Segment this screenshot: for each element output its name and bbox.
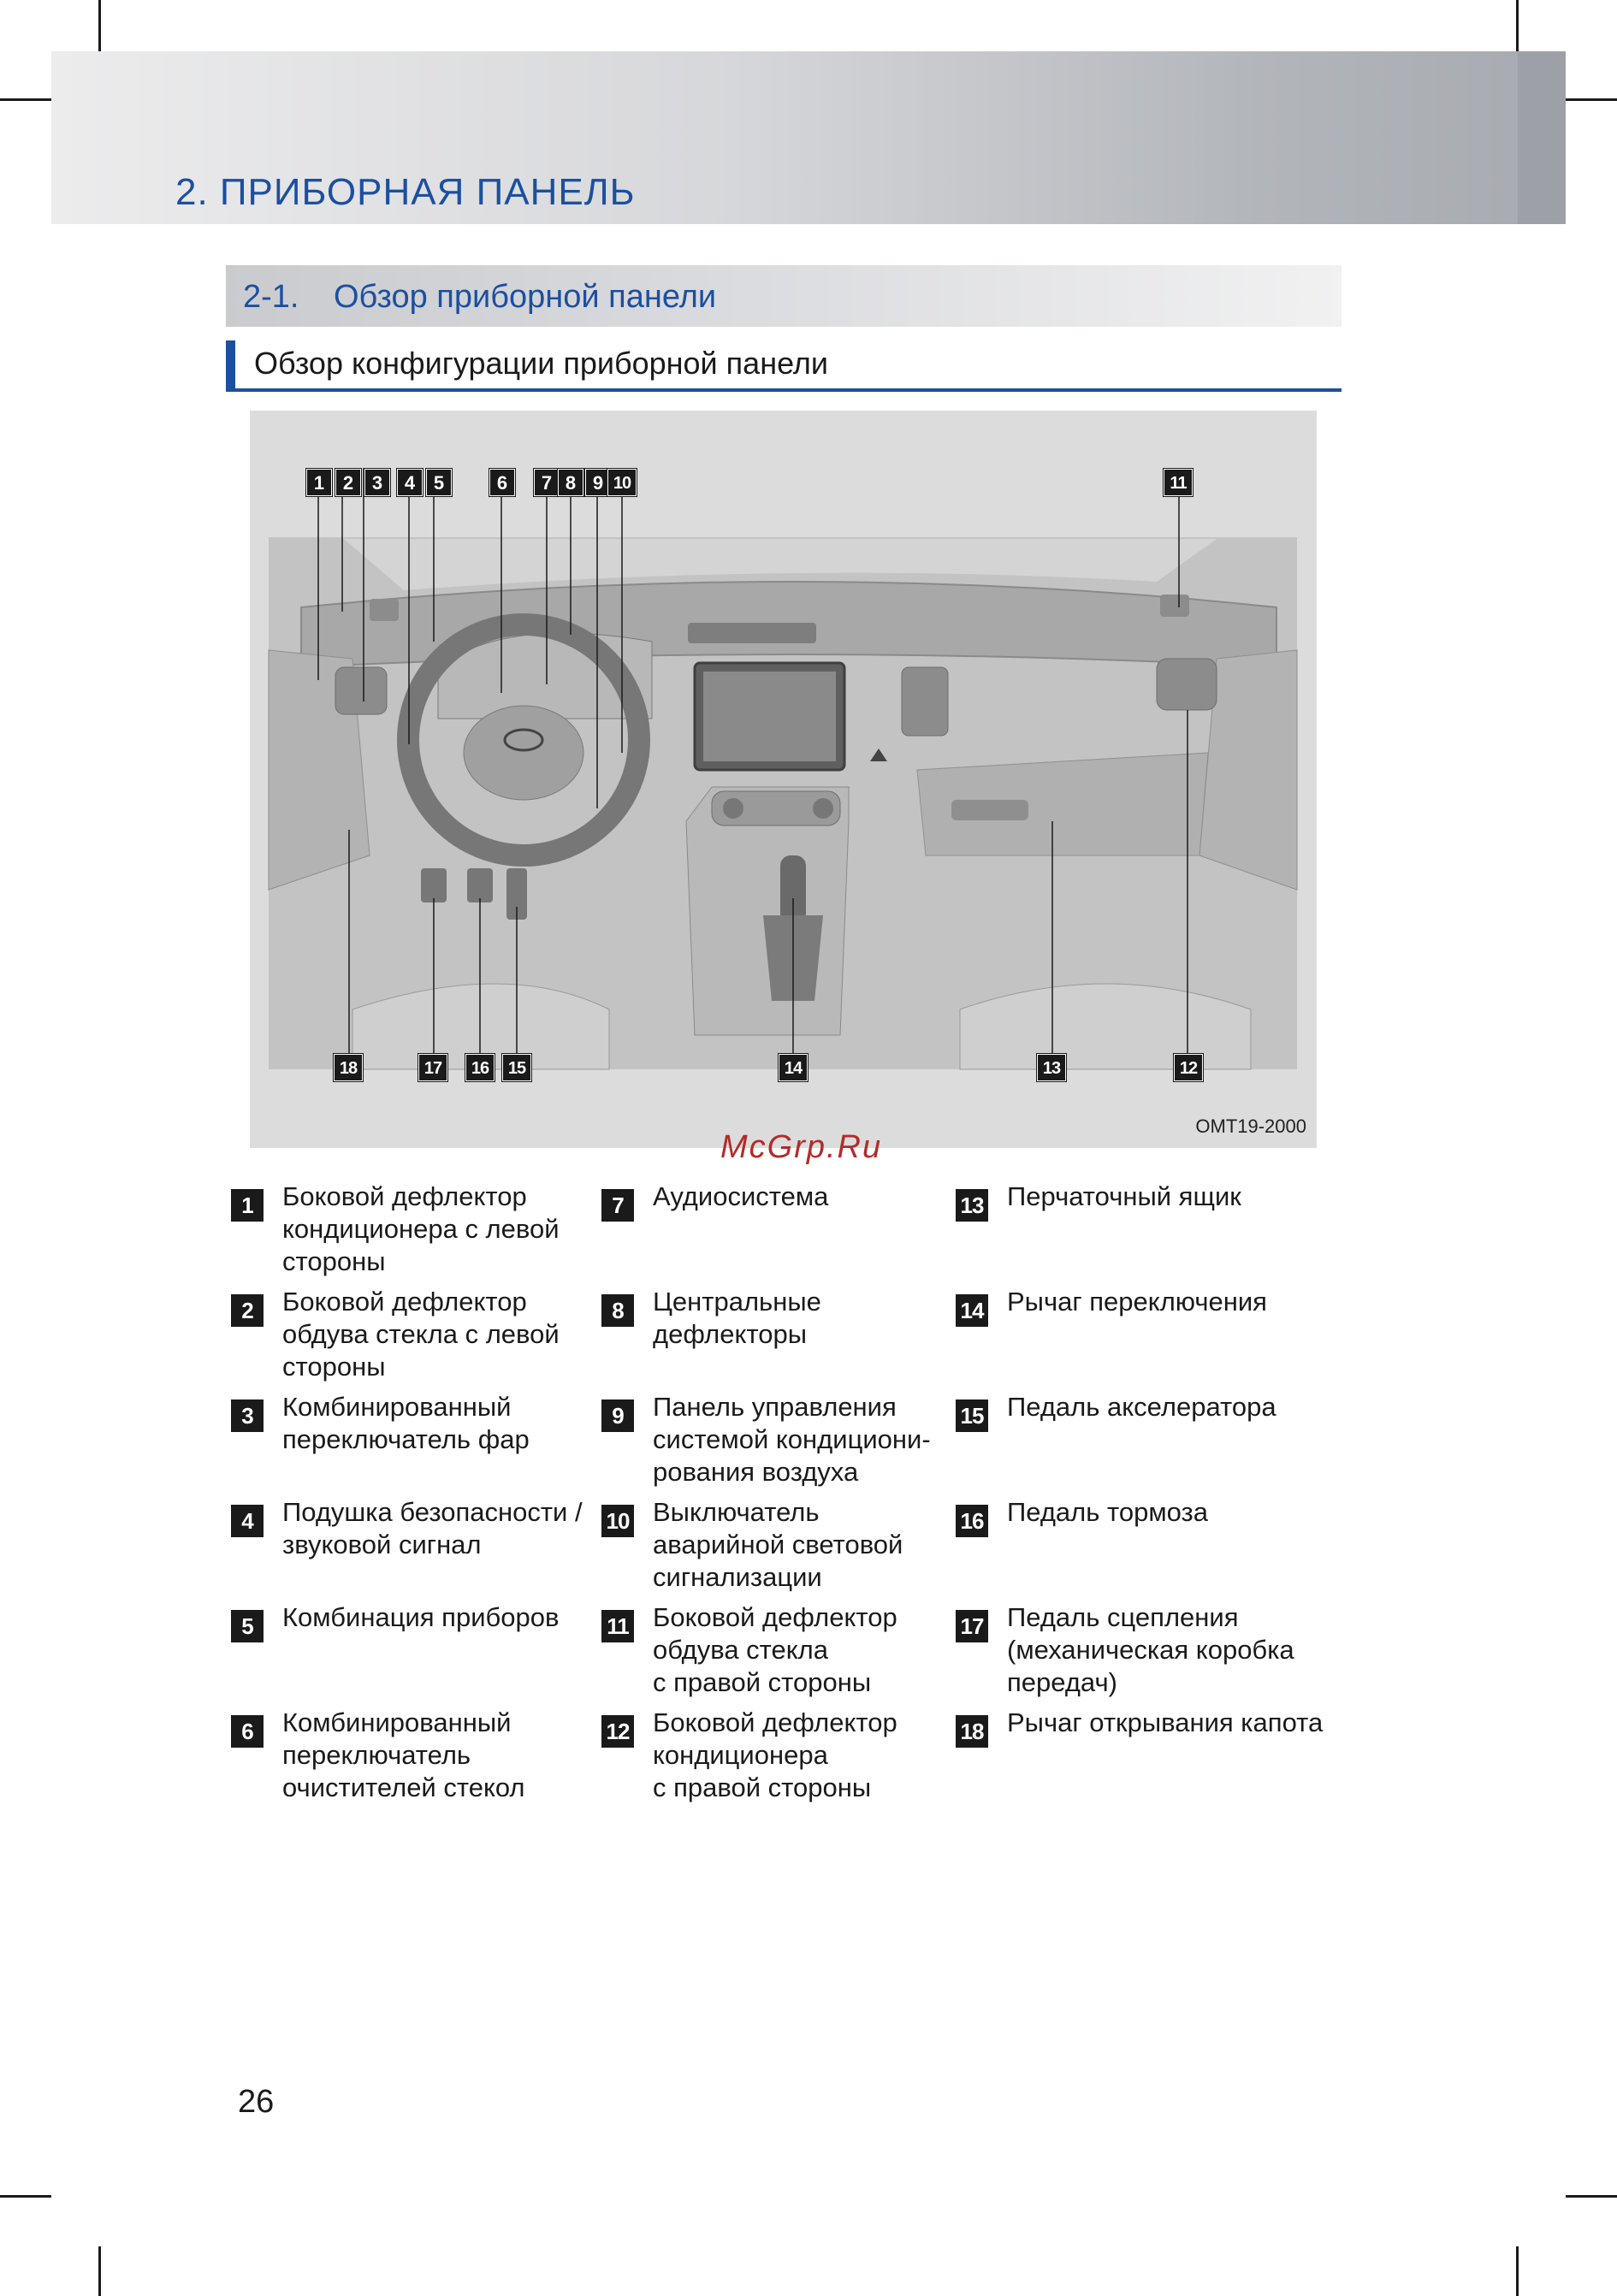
legend-badge: 1 [231, 1189, 264, 1222]
legend-badge: 7 [601, 1189, 634, 1222]
callout-16: 16 [465, 1054, 495, 1081]
callout-2: 2 [335, 469, 361, 496]
legend-badge: 6 [231, 1715, 264, 1748]
legend-text: Подушка безопасности / звуковой сигнал [282, 1497, 583, 1559]
callout-13: 13 [1037, 1054, 1066, 1081]
section-number: 2-1. [243, 279, 299, 315]
legend-badge: 18 [956, 1715, 988, 1748]
callout-11: 11 [1164, 469, 1193, 496]
subsection-heading [226, 340, 1342, 392]
legend-text: Педаль акселератора [1007, 1392, 1276, 1422]
legend-text: Боковой дефлектор обдува стекла с левой стороны [282, 1287, 560, 1382]
callout-9: 9 [585, 469, 611, 496]
legend-text: Комбинированный переключатель фар [282, 1392, 530, 1454]
legend-text: Педаль сцепления (механическая коробка передач) [1007, 1602, 1294, 1697]
dashboard-drawing [250, 411, 1317, 1148]
crop-mark [98, 2246, 101, 2296]
legend-text: Аудиосистема [653, 1181, 829, 1211]
callout-10: 10 [607, 469, 637, 496]
callout-3: 3 [364, 469, 390, 496]
legend-badge: 15 [956, 1399, 988, 1432]
legend-badge: 8 [601, 1294, 634, 1327]
callout-12: 12 [1174, 1054, 1203, 1081]
callout-14: 14 [779, 1054, 808, 1081]
legend-text: Рычаг открывания капота [1007, 1707, 1324, 1737]
legend-badge: 11 [601, 1610, 634, 1642]
callout-7: 7 [534, 469, 560, 496]
dashboard-illustration [250, 411, 1317, 1148]
legend-text: Рычаг переключения [1007, 1287, 1267, 1317]
legend-text: Педаль тормоза [1007, 1497, 1209, 1527]
legend-text: Боковой дефлектор обдува стекла с правой стороны [653, 1602, 897, 1697]
crop-mark [0, 2195, 51, 2198]
legend-badge: 17 [956, 1610, 988, 1642]
figure-code: OMT19-2000 [1195, 1115, 1306, 1137]
legend-badge: 2 [231, 1294, 264, 1327]
chapter-title: 2. ПРИБОРНАЯ ПАНЕЛЬ [175, 171, 636, 213]
watermark: McGrp.Ru [720, 1129, 883, 1165]
callout-8: 8 [558, 469, 583, 496]
legend-text: Выключатель аварийной световой сигнализации [653, 1497, 903, 1592]
crop-mark [1516, 2246, 1519, 2296]
callout-18: 18 [334, 1054, 363, 1081]
legend-text: Перчаточный ящик [1007, 1181, 1241, 1211]
legend-badge: 13 [956, 1189, 988, 1222]
section-title: Обзор приборной панели [334, 279, 717, 315]
legend-badge: 9 [601, 1399, 634, 1432]
subsection-title: Обзор конфигурации приборной панели [254, 346, 829, 381]
callout-1: 1 [306, 469, 332, 496]
legend-text: Панель управления системой кондициони- рования воздуха [653, 1392, 931, 1487]
crop-mark [1566, 2195, 1617, 2198]
legend-text: Боковой дефлектор кондиционера с левой стороны [282, 1181, 560, 1276]
callout-4: 4 [397, 469, 423, 496]
legend-text: Комбинированный переключатель очистителей стекол [282, 1707, 525, 1802]
page-number: 26 [238, 2084, 275, 2120]
legend-text: Центральные дефлекторы [653, 1287, 821, 1349]
legend-text: Комбинация приборов [282, 1602, 560, 1632]
legend-badge: 5 [231, 1610, 264, 1642]
callout-5: 5 [426, 469, 452, 496]
crop-mark [1566, 98, 1617, 101]
legend-badge: 3 [231, 1399, 264, 1432]
callout-6: 6 [489, 469, 515, 496]
legend-badge: 16 [956, 1505, 988, 1537]
callout-17: 17 [418, 1054, 447, 1081]
legend-badge: 12 [601, 1715, 634, 1748]
legend-badge: 10 [601, 1505, 634, 1537]
callout-15: 15 [502, 1054, 531, 1081]
legend-text: Боковой дефлектор кондиционера с правой стороны [653, 1707, 897, 1802]
subsection-marker [226, 340, 235, 390]
legend-badge: 14 [956, 1294, 988, 1327]
legend-badge: 4 [231, 1505, 264, 1537]
